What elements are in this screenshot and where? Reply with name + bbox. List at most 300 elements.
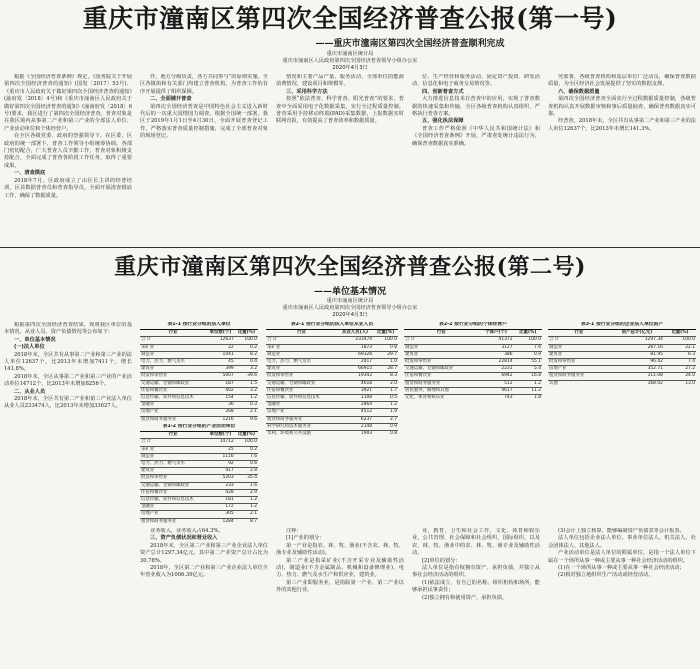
section-heading: 二、从业人员 (14, 388, 46, 395)
table-cell: 1.2 (235, 504, 258, 511)
bulletin1-title: 重庆市潼南区第四次全国经济普查公报(第一号) (82, 4, 618, 33)
table-cell: 5.4 (514, 366, 542, 373)
table-cell: 合 计 (140, 439, 206, 446)
table-cell: 13.0 (664, 380, 696, 387)
table-cell: 311.08 (610, 373, 664, 380)
table-header-cell: 个体户(个) (479, 330, 514, 337)
table-cell: 399 (206, 366, 235, 373)
table-cell: 建筑业 (266, 366, 337, 373)
table-cell: 96.42 (610, 359, 664, 366)
table-cell: 69326 (337, 351, 373, 358)
bulletin1-column-2 (140, 74, 268, 242)
table-cell: 0.3 (235, 402, 258, 409)
table-cell: 743 (479, 395, 514, 402)
table-cell: 1.2 (235, 395, 258, 402)
table-cell: 房地产业 (266, 409, 337, 416)
paragraph: (3)会计上独立核算，能够编制资产负债表等会计报表。 (558, 528, 685, 534)
section-heading: 三、采用科学方法 (286, 88, 328, 95)
table-cell: 19342 (337, 373, 373, 380)
table-cell: 3.2 (235, 387, 258, 394)
paragraph: 产业活动单位是法人单位的附属单位，是指一个法人单位下属在一个场所从事一种或主要从事一种社会经济活动的组织。 (548, 550, 696, 564)
table-row (404, 387, 542, 394)
data-table (266, 329, 398, 437)
table-cell: 电力、热力、燃气及水 (140, 461, 206, 468)
table-2-1 (266, 322, 398, 518)
section-heading: 一、单位基本情况 (14, 336, 56, 343)
paragraph: 经普查，2018年末，全区共有从事第二产业和第三产业的法人单位12637个，比2013年末增长141.3%。 (548, 118, 696, 132)
table-cell: 交通运输、仓储和邮政业 (404, 366, 479, 373)
table-cell: 1297.34 (610, 337, 664, 344)
table-row (140, 416, 258, 422)
table-row (266, 416, 398, 423)
table-row (140, 468, 258, 475)
table-row (140, 373, 258, 380)
paragraph: 2018年末，全区共有第二产业和第三产业法人单位从业人员233474人，比2013年末增加33627人。 (4, 396, 132, 410)
table-cell: 信息传输、软件和信息技术 (140, 497, 206, 504)
table-row (140, 366, 258, 373)
table-cell: 512 (479, 380, 514, 387)
table-cell: 1.6 (235, 482, 258, 489)
table-cell: 1.5 (235, 380, 258, 387)
table-1-2 (140, 424, 258, 524)
table-cell: 5203 (206, 475, 235, 482)
table-cell: 268 (206, 409, 235, 416)
table-cell: 417 (206, 468, 235, 475)
table-cell: 建筑业 (140, 366, 206, 373)
paragraph: 2018年末，全区第二产业和第三产业企业法人单位资产总计1297.34亿元，其中第二产业资产总计占比为30.78%。 (140, 542, 268, 564)
table-row (140, 380, 258, 387)
table-cell: 41372 (479, 337, 514, 344)
table-title: 表2-2 按行业分组的个体经营户 (439, 322, 507, 327)
table-row (266, 344, 398, 351)
paragraph: 根据《全国经济普查条例》规定，《国务院关于开展第四次全国经济普查的通知》(国发〔2017〕53号)、《重庆市人民政府关于做好第四次全国经济普查的通知》(渝府发〔2018〕4号)和《重庆市潼南区人民政府关于做好第四次全国经济普查的通知》(潼南府发〔2018〕6号)要求，我区进行了第四次全国经济普查。普查对象是在我区境内从事第二产业和第三产业的全部法人单位、产业活动单位和个体经营户。 (4, 74, 132, 132)
table-cell: 2.0 (373, 380, 398, 387)
paragraph: 第三产业即服务业，是指除第一产业、第二产业以外的其他行业。 (276, 579, 404, 594)
table-cell: 428 (206, 489, 235, 496)
table-header-cell: 行业 (548, 330, 610, 337)
table-cell: 3127 (479, 344, 514, 351)
table-cell: 制造业 (140, 453, 206, 460)
table-cell: 11.2 (514, 387, 542, 394)
data-table (140, 431, 258, 524)
table-row (140, 402, 258, 409)
table-cell: 建筑业 (140, 468, 206, 475)
bulletin1-issuer-2: 重庆市潼南区人民政府第四次全国经济普查领导小组办公室 (282, 58, 418, 65)
table-cell: 1.2 (373, 402, 398, 409)
table-row (404, 344, 542, 351)
table-cell: 批发和零售业 (548, 359, 610, 366)
table-cell: 35.4 (235, 475, 258, 482)
paragraph: 业务收入，业务收入占64.3%。 (150, 528, 224, 534)
table-cell: 2417 (337, 359, 373, 366)
table-cell: 8.2 (235, 351, 258, 358)
table-header-cell: 行业 (140, 330, 206, 337)
paragraph: (1)依法成立，有自己的名称、组织机构和场所，能够承担民事责任； (412, 579, 540, 594)
table-cell: 0.6 (235, 461, 258, 468)
table-header-row (548, 330, 696, 337)
table-cell: 租赁和商务服务业 (548, 373, 610, 380)
section-heading: 五、强化执法保障 (422, 118, 464, 125)
table-header-cell: 从业人员(人) (337, 330, 373, 337)
table-cell: 水利、环境和公共设施 (266, 431, 337, 438)
paragraph: 第一产业是指农、林、牧、渔业(不含农、林、牧、渔专业及辅助性活动)。 (276, 542, 404, 557)
table-cell: 批发和零售业 (266, 373, 337, 380)
table-header-cell: 比重(%) (373, 330, 398, 337)
table-cell: 172 (206, 504, 235, 511)
table-cell: 住宿和餐饮业 (266, 387, 337, 394)
table-row (140, 461, 258, 468)
bulletin1-column-4 (412, 74, 540, 242)
table-cell: 批发和零售业 (404, 359, 479, 366)
table-title: 表2-1 按行业分组的法人单位从业人员 (290, 322, 374, 327)
table-row (266, 337, 398, 344)
paragraph: 大力推进信息技术在普查中的应用，实现了普查数据的快速采集和传输，全区各级普查机构认真组织，严格执行普查方案。 (412, 96, 540, 118)
table-cell: 3.2 (235, 366, 258, 373)
table-cell: 交通运输、仓储和邮政业 (140, 380, 206, 387)
table-header-cell: 比重(%) (664, 330, 696, 337)
table-cell: 7.6 (514, 344, 542, 351)
table-row (140, 395, 258, 402)
table-cell: 6.3 (664, 351, 696, 358)
bulletin2-bottom-column-3 (412, 528, 540, 665)
table-header-cell: 单位数(个) (206, 432, 235, 439)
bulletin2-date: 2020年4月3日 (332, 312, 368, 319)
table-cell: 7.6 (235, 453, 258, 460)
table-cell: 建筑业 (404, 351, 479, 358)
bulletin2-issuer-block (200, 298, 500, 320)
table-row (266, 373, 398, 380)
paragraph: (2)独立拥有和使用资产，承担负债。 (422, 594, 508, 601)
table-cell: 7.4 (664, 359, 696, 366)
paragraph: 位、生产经营和服务活动、固定资产投资、研发活动、信息化和电子商务交易情况等。 (412, 74, 540, 88)
bulletin2-bottom-column-2 (276, 528, 404, 665)
table-row (140, 409, 258, 416)
table-cell: 租赁和商务服务业 (140, 416, 206, 422)
table-cell: 100.0 (664, 337, 696, 344)
paragraph: 2018年7月，区政府成立了由区长主讲的经普培训，区县数据普查员和普查指导员，全面开展清查摸底工作，确保了数据质量。 (4, 177, 132, 199)
table-cell: 采矿业 (140, 446, 206, 453)
paragraph: 根据第四次全国经济普查结果，现将我区单位的基本情况，从业人员、资产负债情况等公布如下： (4, 322, 132, 336)
table-row (266, 359, 398, 366)
table-row (404, 373, 542, 380)
bulletin1-issuer-block (200, 51, 500, 73)
table-cell: 居民服务、修理和其他 (404, 387, 479, 394)
table-cell: 0.9 (514, 351, 542, 358)
paragraph: [2]单位的划分： (422, 557, 461, 564)
table-header-cell: 单位数(个) (206, 330, 235, 337)
table-cell: 1.0 (373, 359, 398, 366)
table-cell: 2148 (337, 423, 373, 430)
table-cell: 1873 (337, 344, 373, 351)
table-title: 表1-1 按行业分组的法人单位 (167, 322, 231, 327)
table-cell: 信息传输、软件和信息技术 (266, 395, 337, 402)
bulletin2-bottom-column-4 (548, 528, 696, 665)
paragraph: 情况和主要产品产量、服务活动、全部单位的能源消费情况，建设项目和规模等。 (276, 74, 404, 88)
table-row (404, 366, 542, 373)
table-cell: 66915 (337, 366, 373, 373)
table-header-row (404, 330, 542, 337)
table-row (140, 351, 258, 358)
table-cell: 0.8 (373, 344, 398, 351)
table-cell: 房地产业 (140, 511, 206, 518)
table-cell: 采矿业 (140, 344, 206, 351)
paragraph: 普查工作严格依照《中华人民共和国统计法》和《全国经济普查条例》开展，严肃查处统计违法行为，确保普查数据真实准确。 (412, 125, 540, 147)
table-cell: 352.71 (610, 366, 664, 373)
table-cell: 6237 (337, 416, 373, 423)
table-row (266, 402, 398, 409)
table-cell: 29.7 (373, 351, 398, 358)
table-cell: 8.3 (373, 373, 398, 380)
table-row (266, 380, 398, 387)
table-header-cell: 比重(%) (514, 330, 542, 337)
table-cell: 4617 (479, 387, 514, 394)
table-cell: 租赁和商务服务业 (140, 518, 206, 524)
table-cell: 9.6 (235, 416, 258, 422)
table-cell: 0.8 (373, 431, 398, 438)
table-row (404, 351, 542, 358)
paragraph: 按照“依法普查、科学普查、阳光普查”的要求，普查中全面采用电子化数据采集，实行全过程质量控制。普查采用手持移动终端(PAD)采集数据，上报数据实时联网直报，有效提高了普查效率和数据质量。 (276, 96, 404, 125)
table-cell: 2.1 (235, 409, 258, 416)
table-row (140, 482, 258, 489)
table-cell: 其他 (548, 380, 610, 387)
table-cell: 1284 (206, 518, 235, 524)
table-cell: 制造业 (404, 344, 479, 351)
table-row (140, 446, 258, 453)
table-cell: 233 (206, 482, 235, 489)
table-cell: 交通运输、仓储和邮政业 (266, 380, 337, 387)
table-cell: 合 计 (140, 337, 206, 344)
table-cell: 采矿业 (266, 344, 337, 351)
data-table (548, 329, 696, 387)
table-cell: 建筑业 (548, 351, 610, 358)
table-cell: 金融业 (266, 402, 337, 409)
table-cell: 1108 (337, 395, 373, 402)
table-cell: 合 计 (548, 337, 610, 344)
table-cell: 0.4 (235, 359, 258, 366)
section-heading: (一)法人单位 (14, 344, 45, 351)
bulletin2-left-column (4, 322, 132, 665)
table-cell: 5007 (206, 373, 235, 380)
table-row (266, 431, 398, 438)
table-cell: 0.2 (235, 344, 258, 351)
table-cell: 154 (206, 395, 235, 402)
table-cell: 402 (206, 387, 235, 394)
paragraph: 业，教育，卫生和社会工作，文化、体育和娱乐业，公共管理、社会保障和社会组织，国际组织，以及农、林、牧、渔业中的农、林、牧、渔专业及辅助性活动。 (412, 528, 540, 557)
table-header-cell: 行业 (404, 330, 479, 337)
table-row (140, 344, 258, 351)
table-cell: 2864 (337, 402, 373, 409)
paragraph: 作，地方分级负责，各方共同参与”的原则实施。全区各镇街和有关部门均建立普查机构，为普查工作的有序开展提供了组织保障。 (140, 74, 268, 95)
table-cell: 1.2 (514, 380, 542, 387)
table-cell: 0.9 (373, 423, 398, 430)
table-cell: 1.9 (373, 409, 398, 416)
table-cell: 287.16 (610, 344, 664, 351)
table-row (548, 373, 696, 380)
table-1-1 (140, 322, 258, 422)
table-cell: 房地产业 (548, 366, 610, 373)
table-cell: 合 计 (404, 337, 479, 344)
table-cell: 100.0 (514, 337, 542, 344)
table-cell: 22 (206, 344, 235, 351)
table-cell: 租赁和商务服务业 (404, 380, 479, 387)
table-row (548, 366, 696, 373)
table-cell: 3921 (337, 387, 373, 394)
table-row (266, 409, 398, 416)
table-cell: 4512 (337, 409, 373, 416)
table-cell: 8.7 (235, 518, 258, 524)
table-row (548, 337, 696, 344)
table-cell: 100.0 (373, 337, 398, 344)
table-row (140, 439, 258, 446)
table-row (140, 504, 258, 511)
table-cell: 住宿和餐饮业 (140, 489, 206, 496)
bulletin2-subtitle: ——单位基本情况 (313, 287, 386, 297)
paragraph: 第四次全国经济普查是中国特色社会主义进入新时代后的一次重大国情国力调查。根据全国统一部署，我区于2019年1月1日至4月30日，全面开展普查登记工作，严格落实普查质量控制措施，完成了全部普查对象的现场登记。 (140, 103, 268, 140)
table-cell: 4618 (337, 380, 373, 387)
table-cell: 房地产业 (140, 409, 206, 416)
bulletin2-title: 重庆市潼南区第四次全国经济普查公报(第二号) (114, 254, 586, 280)
section-heading: 一、清查摸底 (14, 170, 46, 177)
bulletin1-column-1 (4, 74, 132, 242)
paragraph: 第二产业是指采矿业(不含开采专业及辅助性活动)，制造业(不含金属制品、机械和设备修理业)，电力、热力、燃气及水生产和供应业，建筑业。 (276, 557, 404, 579)
table-row (266, 395, 398, 402)
table-row (140, 337, 258, 344)
paragraph: 法人单位包括企业法人单位、事业单位法人、机关法人、社会团体法人、其他法人。 (548, 535, 696, 549)
table-cell: 批发和零售业 (140, 373, 206, 380)
table-cell: 233474 (337, 337, 373, 344)
paragraph: 第四次全国经济普查全面实行全过程数据质量控制，各级普查机构认真开展数据审核和事后质量抽查，确保普查数据真实可靠。 (548, 96, 696, 118)
table-row (548, 351, 696, 358)
table-cell: 科学研究和技术服务业 (266, 423, 337, 430)
table-cell: 0.2 (235, 446, 258, 453)
table-cell: 22814 (479, 359, 514, 366)
paragraph: [1]产业的划分： (286, 535, 325, 542)
table-header-row (140, 330, 258, 337)
table-cell: 2.7 (373, 416, 398, 423)
table-cell: 36 (206, 402, 235, 409)
table-cell: 2231 (479, 366, 514, 373)
table-title: 表1-2 按行业分组的产业活动单位 (162, 424, 236, 429)
data-table (140, 329, 258, 422)
bulletin1-subtitle: ——重庆市潼南区第四次全国经济普查顺利完成 (315, 39, 505, 49)
table-cell: 1216 (206, 416, 235, 422)
table-cell: 168.02 (610, 380, 664, 387)
bulletin1-issuer-1: 重庆市潼南区统计局 (326, 51, 374, 57)
table-cell: 100.0 (235, 439, 258, 446)
table-cell: 39.6 (235, 373, 258, 380)
table-cell: 电力、热力、燃气及水 (266, 359, 337, 366)
table-cell: 2.9 (235, 489, 258, 496)
section-heading: 二、全面铺开普查 (150, 96, 192, 103)
paragraph: 法人单位是指有权拥有资产、承担负债，并独立从事社会经济活动的组织。 (412, 565, 540, 579)
table-cell: 25 (206, 446, 235, 453)
table-cell: 305 (206, 511, 235, 518)
table-row (266, 387, 398, 394)
table-cell: 合 计 (266, 337, 337, 344)
table-cell: 100.0 (235, 337, 258, 344)
table-row (140, 497, 258, 504)
table-cell: 金融业 (140, 402, 206, 409)
table-cell: 14712 (206, 439, 235, 446)
table-header-cell: 资产总计(亿元) (610, 330, 664, 337)
section-divider (0, 247, 700, 248)
bulletin1-column-3 (276, 74, 404, 242)
table-cell: 电力、热力、燃气及水 (140, 359, 206, 366)
bulletin2-issuer-1: 重庆市潼南区统计局 (326, 298, 374, 304)
table-cell: 28.7 (373, 366, 398, 373)
table-title: 表3-1 按行业分组的企业法人单位资产 (580, 322, 664, 327)
table-cell: 45 (206, 359, 235, 366)
table-cell: 386 (479, 351, 514, 358)
paragraph: (2)相对独立地组织生产活动或经营活动。 (558, 572, 654, 579)
table-row (548, 359, 696, 366)
table-cell: 181 (206, 497, 235, 504)
table-header-cell: 比重(%) (235, 432, 258, 439)
table-row (140, 511, 258, 518)
table-cell: 住宿和餐饮业 (404, 373, 479, 380)
table-cell: 1041 (206, 351, 235, 358)
bulletin2-issuer-2: 重庆市潼南区人民政府第四次全国经济普查领导小组办公室 (282, 305, 418, 312)
paragraph: 究部署，各级普查机构和基层单位广泛动员，确保普查数据质量，为全区经济社会发展提供了坚实的数据支撑。 (548, 74, 696, 88)
table-cell: 制造业 (266, 351, 337, 358)
table-row (548, 344, 696, 351)
table-3-1 (548, 322, 696, 518)
table-header-cell: 行业 (140, 432, 206, 439)
table-header-row (266, 330, 398, 337)
paragraph: 在全区各级党委、政府的坚强领导下，在区委、区政府的统一部署下，普查工作领导小组统筹协调，各部门密切配合，广大普查人员辛勤工作，普查对象积极支持配合，全面完成了普查各阶段工作任务，取得了重要成果。 (4, 133, 132, 169)
table-row (140, 489, 258, 496)
bulletin1-date: 2020年4月3日 (332, 65, 368, 72)
table-cell: 租赁和商务服务业 (266, 416, 337, 423)
table-cell: 信息传输、软件和信息技术 (140, 395, 206, 402)
table-cell: 交通运输、仓储和邮政业 (140, 482, 206, 489)
paragraph: 2018年，全区第二产业和第三产业企业法人单位全年营业收入为1006.39亿元。 (140, 565, 268, 579)
table-cell: 22.1 (664, 344, 696, 351)
table-cell: 27.2 (664, 366, 696, 373)
table-cell: 6942 (479, 373, 514, 380)
table-cell: 文化、体育和娱乐业 (404, 395, 479, 402)
table-cell: 1.7 (373, 387, 398, 394)
table-row (548, 380, 696, 387)
section-heading: 四、创新普查方式 (422, 88, 464, 95)
table-cell: 制造业 (548, 344, 610, 351)
data-table (404, 329, 542, 401)
table-cell: 制造业 (140, 351, 206, 358)
table-cell: 批发和零售业 (140, 475, 206, 482)
table-cell: 55.1 (514, 359, 542, 366)
table-cell: 0.5 (373, 395, 398, 402)
table-cell: 金融业 (140, 504, 206, 511)
table-cell: 16.8 (514, 373, 542, 380)
table-2-2 (404, 322, 542, 518)
section-heading: 六、确保数据质量 (558, 88, 600, 95)
table-row (266, 366, 398, 373)
table-row (140, 518, 258, 524)
table-row (404, 337, 542, 344)
paragraph: 2018年末，全区共有从事第二产业和第三产业的法人单位12637个，比2013年末增加7411个，增长141.8%。 (4, 351, 132, 373)
table-cell: 1116 (206, 453, 235, 460)
table-cell: 24.0 (664, 373, 696, 380)
table-row (266, 423, 398, 430)
table-cell: 2.1 (235, 511, 258, 518)
table-row (404, 395, 542, 402)
table-row (140, 387, 258, 394)
table-cell: 187 (206, 380, 235, 387)
table-cell: 92 (206, 461, 235, 468)
table-row (140, 475, 258, 482)
table-cell: 住宿和餐饮业 (140, 387, 206, 394)
bulletin1-column-5 (548, 74, 696, 242)
